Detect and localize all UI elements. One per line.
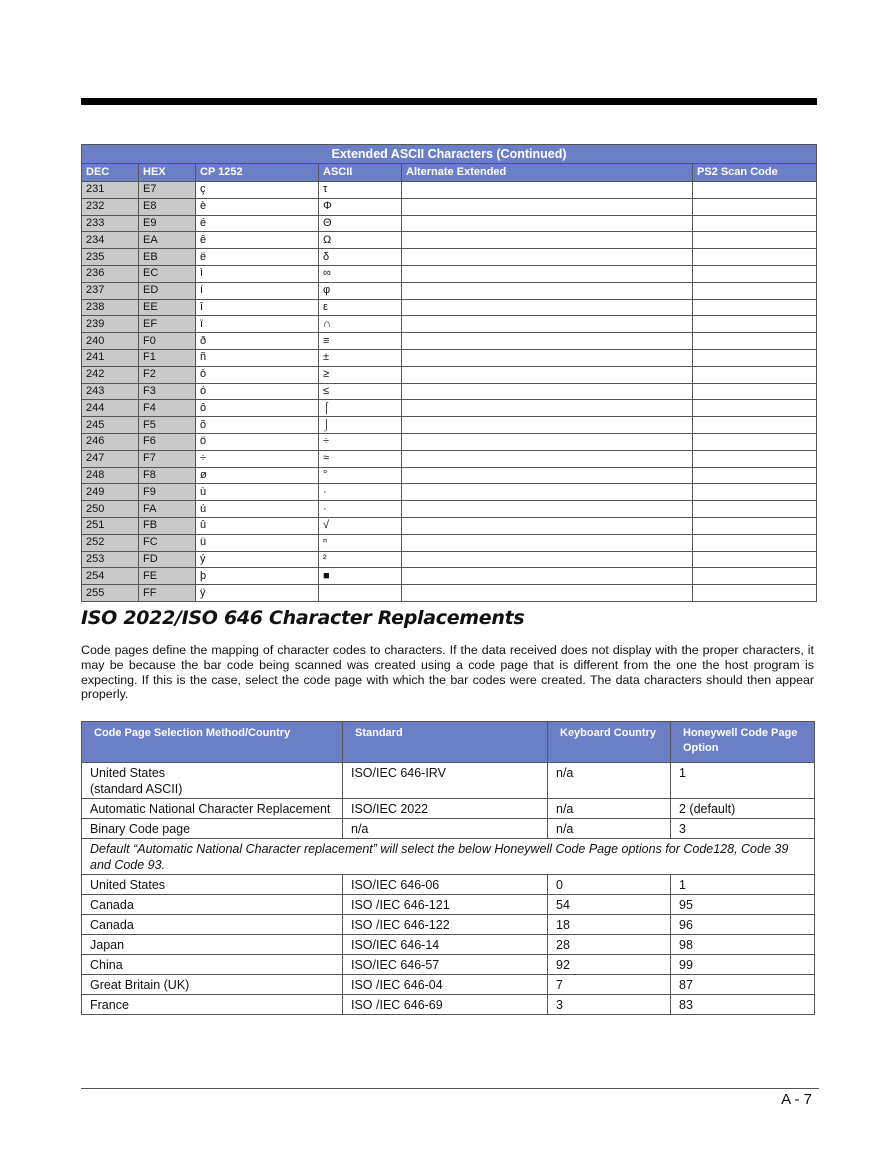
alternate-extended-cell	[402, 417, 693, 434]
hex-cell: F7	[139, 450, 196, 467]
hex-cell: F2	[139, 366, 196, 383]
footer-rule	[81, 1088, 819, 1089]
ascii-cell: ∩	[319, 316, 402, 333]
hex-cell: EE	[139, 299, 196, 316]
standard-cell: ISO/IEC 646-IRV	[343, 763, 548, 799]
dec-cell: 233	[82, 215, 139, 232]
dec-cell: 232	[82, 198, 139, 215]
hex-cell: F1	[139, 349, 196, 366]
cp1252-cell: ý	[196, 551, 319, 568]
hex-cell: ED	[139, 282, 196, 299]
alternate-extended-cell	[402, 551, 693, 568]
alternate-extended-cell	[402, 534, 693, 551]
keyboard-country-cell: 3	[548, 995, 671, 1015]
standard-cell: ISO /IEC 646-69	[343, 995, 548, 1015]
cp1252-cell: í	[196, 282, 319, 299]
ps2-scan-code-cell	[693, 467, 817, 484]
dec-cell: 254	[82, 568, 139, 585]
standard-cell: ISO /IEC 646-122	[343, 915, 548, 935]
hex-cell: F4	[139, 400, 196, 417]
ps2-scan-code-cell	[693, 249, 817, 266]
hex-cell: E8	[139, 198, 196, 215]
hex-cell: EC	[139, 265, 196, 282]
col-header-ps2-scan-code: PS2 Scan Code	[693, 164, 817, 182]
method-country-cell: Binary Code page	[82, 819, 343, 839]
table-row	[82, 299, 817, 316]
ascii-cell: Φ	[319, 198, 402, 215]
cp1252-cell: ç	[196, 182, 319, 199]
alternate-extended-cell	[402, 433, 693, 450]
dec-cell: 242	[82, 366, 139, 383]
alternate-extended-cell	[402, 484, 693, 501]
honeywell-option-cell: 1	[671, 875, 815, 895]
ps2-scan-code-cell	[693, 433, 817, 450]
table-row	[82, 232, 817, 249]
table-row	[82, 366, 817, 383]
dec-cell: 248	[82, 467, 139, 484]
honeywell-option-cell: 3	[671, 819, 815, 839]
ascii-cell: ⁿ	[319, 534, 402, 551]
ps2-scan-code-cell	[693, 534, 817, 551]
cp1252-cell: û	[196, 517, 319, 534]
col-header-method-country: Code Page Selection Method/Country	[82, 722, 343, 763]
ascii-cell: ε	[319, 299, 402, 316]
ascii-cell	[319, 585, 402, 602]
col-header-honeywell-option: Honeywell Code Page Option	[671, 722, 815, 763]
alternate-extended-cell	[402, 383, 693, 400]
ascii-cell: °	[319, 467, 402, 484]
ascii-cell: √	[319, 517, 402, 534]
cp1252-cell: ó	[196, 383, 319, 400]
alternate-extended-cell	[402, 316, 693, 333]
ps2-scan-code-cell	[693, 568, 817, 585]
dec-cell: 236	[82, 265, 139, 282]
keyboard-country-cell: n/a	[548, 763, 671, 799]
hex-cell: FC	[139, 534, 196, 551]
alternate-extended-cell	[402, 265, 693, 282]
cp1252-cell: ø	[196, 467, 319, 484]
keyboard-country-cell: 54	[548, 895, 671, 915]
keyboard-country-cell: n/a	[548, 799, 671, 819]
dec-cell: 246	[82, 433, 139, 450]
dec-cell: 252	[82, 534, 139, 551]
alternate-extended-cell	[402, 517, 693, 534]
ps2-scan-code-cell	[693, 366, 817, 383]
table-row	[82, 450, 817, 467]
cp1252-cell: ë	[196, 249, 319, 266]
table-row	[82, 349, 817, 366]
dec-cell: 245	[82, 417, 139, 434]
honeywell-option-cell: 96	[671, 915, 815, 935]
cp1252-cell: ê	[196, 232, 319, 249]
alternate-extended-cell	[402, 333, 693, 350]
hex-cell: FB	[139, 517, 196, 534]
honeywell-option-cell: 1	[671, 763, 815, 799]
ps2-scan-code-cell	[693, 417, 817, 434]
keyboard-country-cell: 7	[548, 975, 671, 995]
alternate-extended-cell	[402, 232, 693, 249]
cp1252-cell: è	[196, 198, 319, 215]
standard-cell: ISO /IEC 646-04	[343, 975, 548, 995]
cp1252-cell: ð	[196, 333, 319, 350]
ps2-scan-code-cell	[693, 501, 817, 518]
standard-cell: ISO /IEC 646-121	[343, 895, 548, 915]
hex-cell: FF	[139, 585, 196, 602]
cp1252-cell: ö	[196, 433, 319, 450]
cp1252-cell: ÷	[196, 450, 319, 467]
ascii-cell: ≥	[319, 366, 402, 383]
keyboard-country-cell: 28	[548, 935, 671, 955]
table-row	[82, 198, 817, 215]
method-country-cell: Canada	[82, 915, 343, 935]
standard-cell: n/a	[343, 819, 548, 839]
cp1252-cell: é	[196, 215, 319, 232]
cp1252-cell: ï	[196, 316, 319, 333]
col-header-dec: DEC	[82, 164, 139, 182]
keyboard-country-cell: n/a	[548, 819, 671, 839]
ascii-cell: ∞	[319, 265, 402, 282]
ps2-scan-code-cell	[693, 484, 817, 501]
section-title: ISO 2022/ISO 646 Character Replacements	[81, 607, 525, 629]
table-row	[82, 975, 815, 995]
hex-cell: FA	[139, 501, 196, 518]
cp1252-cell: ú	[196, 501, 319, 518]
ascii-cell: ·	[319, 484, 402, 501]
hex-cell: F5	[139, 417, 196, 434]
alternate-extended-cell	[402, 299, 693, 316]
intro-paragraph: Code pages define the mapping of character codes to characters. If the data received does not display with the proper characters, it may be because the bar code being scanned was created using a code page that is different from the one the host program is expecting. If this is the case, select the code page with which the bar codes were created. The data characters should then appear properly.	[81, 643, 814, 702]
table-row	[82, 585, 817, 602]
honeywell-option-cell: 95	[671, 895, 815, 915]
alternate-extended-cell	[402, 249, 693, 266]
dec-cell: 255	[82, 585, 139, 602]
standard-cell: ISO/IEC 2022	[343, 799, 548, 819]
hex-cell: EF	[139, 316, 196, 333]
cp1252-cell: ù	[196, 484, 319, 501]
hex-cell: FE	[139, 568, 196, 585]
ascii-cell: ≡	[319, 333, 402, 350]
dec-cell: 251	[82, 517, 139, 534]
alternate-extended-cell	[402, 450, 693, 467]
hex-cell: F3	[139, 383, 196, 400]
method-country-cell: France	[82, 995, 343, 1015]
ascii-cell: τ	[319, 182, 402, 199]
alternate-extended-cell	[402, 585, 693, 602]
ps2-scan-code-cell	[693, 316, 817, 333]
ps2-scan-code-cell	[693, 182, 817, 199]
ps2-scan-code-cell	[693, 400, 817, 417]
ascii-cell: ÷	[319, 433, 402, 450]
ascii-cell: δ	[319, 249, 402, 266]
ascii-cell: ≈	[319, 450, 402, 467]
method-country-cell: Japan	[82, 935, 343, 955]
col-header-alternate-extended: Alternate Extended	[402, 164, 693, 182]
ps2-scan-code-cell	[693, 282, 817, 299]
alternate-extended-cell	[402, 467, 693, 484]
table-row	[82, 383, 817, 400]
dec-cell: 250	[82, 501, 139, 518]
keyboard-country-cell: 0	[548, 875, 671, 895]
table-row	[82, 484, 817, 501]
honeywell-option-cell: 98	[671, 935, 815, 955]
table-row	[82, 182, 817, 199]
hex-cell: F9	[139, 484, 196, 501]
ps2-scan-code-cell	[693, 551, 817, 568]
table-row	[82, 517, 817, 534]
col-header-ascii: ASCII	[319, 164, 402, 182]
dec-cell: 247	[82, 450, 139, 467]
table-row	[82, 895, 815, 915]
table-row	[82, 819, 815, 839]
table-row	[82, 467, 817, 484]
honeywell-option-cell: 99	[671, 955, 815, 975]
ascii-cell: ±	[319, 349, 402, 366]
cp1252-cell: ÿ	[196, 585, 319, 602]
ps2-scan-code-cell	[693, 232, 817, 249]
alternate-extended-cell	[402, 501, 693, 518]
page-number: A - 7	[781, 1091, 812, 1108]
ascii-cell: ≤	[319, 383, 402, 400]
dec-cell: 241	[82, 349, 139, 366]
dec-cell: 239	[82, 316, 139, 333]
cp1252-cell: ò	[196, 366, 319, 383]
cp1252-cell: þ	[196, 568, 319, 585]
keyboard-country-cell: 92	[548, 955, 671, 975]
cp1252-cell: ô	[196, 400, 319, 417]
method-country-cell: Automatic National Character Replacement	[82, 799, 343, 819]
table-row	[82, 995, 815, 1015]
dec-cell: 244	[82, 400, 139, 417]
dec-cell: 253	[82, 551, 139, 568]
alternate-extended-cell	[402, 568, 693, 585]
dec-cell: 234	[82, 232, 139, 249]
col-header-keyboard-country: Keyboard Country	[548, 722, 671, 763]
hex-cell: F8	[139, 467, 196, 484]
col-header-cp1252: CP 1252	[196, 164, 319, 182]
method-country-cell: Great Britain (UK)	[82, 975, 343, 995]
method-country-cell: United States (standard ASCII)	[82, 763, 343, 799]
cp1252-cell: î	[196, 299, 319, 316]
table-row	[82, 417, 817, 434]
table-row	[82, 915, 815, 935]
dec-cell: 240	[82, 333, 139, 350]
dec-cell: 238	[82, 299, 139, 316]
cp1252-cell: ñ	[196, 349, 319, 366]
honeywell-option-cell: 2 (default)	[671, 799, 815, 819]
ps2-scan-code-cell	[693, 265, 817, 282]
table-row	[82, 935, 815, 955]
table-row	[82, 316, 817, 333]
hex-cell: E7	[139, 182, 196, 199]
alternate-extended-cell	[402, 282, 693, 299]
table-row	[82, 551, 817, 568]
method-country-cell: China	[82, 955, 343, 975]
table-row	[82, 763, 815, 799]
table-caption: Extended ASCII Characters (Continued)	[82, 145, 817, 164]
table-row	[82, 333, 817, 350]
ascii-cell: Θ	[319, 215, 402, 232]
ps2-scan-code-cell	[693, 333, 817, 350]
cp1252-cell: ì	[196, 265, 319, 282]
cp1252-cell: õ	[196, 417, 319, 434]
alternate-extended-cell	[402, 198, 693, 215]
ps2-scan-code-cell	[693, 450, 817, 467]
table-row	[82, 875, 815, 895]
hex-cell: EA	[139, 232, 196, 249]
iso-code-page-table	[81, 721, 815, 1015]
default-note: Default “Automatic National Character replacement” will select the below Honeywell Code Page options for Code128, Code 39 and Code 93.	[82, 839, 815, 875]
standard-cell: ISO/IEC 646-57	[343, 955, 548, 975]
ps2-scan-code-cell	[693, 585, 817, 602]
ascii-cell: φ	[319, 282, 402, 299]
method-country-cell: Canada	[82, 895, 343, 915]
hex-cell: F6	[139, 433, 196, 450]
hex-cell: EB	[139, 249, 196, 266]
method-country-cell: United States	[82, 875, 343, 895]
keyboard-country-cell: 18	[548, 915, 671, 935]
header-rule	[81, 98, 817, 105]
ps2-scan-code-cell	[693, 198, 817, 215]
table-row	[82, 282, 817, 299]
alternate-extended-cell	[402, 366, 693, 383]
honeywell-option-cell: 87	[671, 975, 815, 995]
extended-ascii-table	[81, 144, 817, 602]
standard-cell: ISO/IEC 646-06	[343, 875, 548, 895]
cp1252-cell: ü	[196, 534, 319, 551]
ps2-scan-code-cell	[693, 215, 817, 232]
standard-cell: ISO/IEC 646-14	[343, 935, 548, 955]
table-row	[82, 799, 815, 819]
col-header-standard: Standard	[343, 722, 548, 763]
alternate-extended-cell	[402, 349, 693, 366]
table-row	[82, 215, 817, 232]
table-row	[82, 568, 817, 585]
ps2-scan-code-cell	[693, 299, 817, 316]
table-row	[82, 249, 817, 266]
dec-cell: 249	[82, 484, 139, 501]
ps2-scan-code-cell	[693, 383, 817, 400]
col-header-hex: HEX	[139, 164, 196, 182]
table-row	[82, 501, 817, 518]
hex-cell: E9	[139, 215, 196, 232]
ascii-cell: ·	[319, 501, 402, 518]
dec-cell: 243	[82, 383, 139, 400]
hex-cell: FD	[139, 551, 196, 568]
ps2-scan-code-cell	[693, 517, 817, 534]
ascii-cell: ■	[319, 568, 402, 585]
table-row	[82, 400, 817, 417]
ascii-cell: ⌡	[319, 417, 402, 434]
hex-cell: F0	[139, 333, 196, 350]
table-row	[82, 433, 817, 450]
table-row	[82, 955, 815, 975]
ps2-scan-code-cell	[693, 349, 817, 366]
alternate-extended-cell	[402, 400, 693, 417]
dec-cell: 237	[82, 282, 139, 299]
alternate-extended-cell	[402, 182, 693, 199]
alternate-extended-cell	[402, 215, 693, 232]
honeywell-option-cell: 83	[671, 995, 815, 1015]
ascii-cell: ²	[319, 551, 402, 568]
dec-cell: 231	[82, 182, 139, 199]
ascii-cell: Ω	[319, 232, 402, 249]
table-row	[82, 265, 817, 282]
table-row	[82, 534, 817, 551]
dec-cell: 235	[82, 249, 139, 266]
ascii-cell: ⌠	[319, 400, 402, 417]
